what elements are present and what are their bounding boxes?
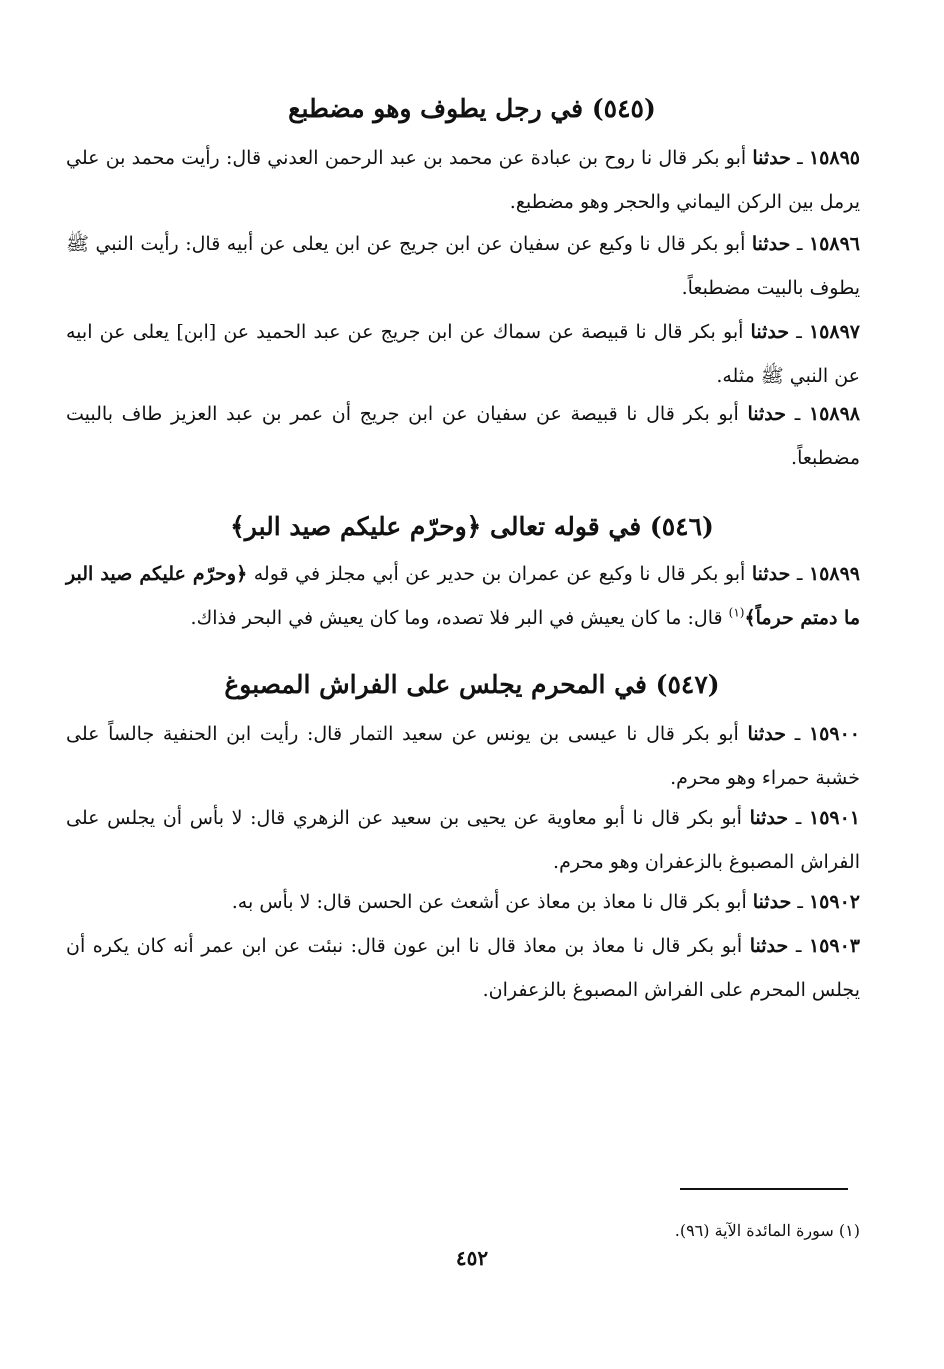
quran-verse: ﴿وحرّم عليكم صيد البر ما دمتم حرماً﴾ (66, 563, 860, 629)
hadith-15903: ١٥٩٠٣ ـ حدثنا أبو بكر قال نا معاذ بن معاذ قال نا ابن عون قال: نبئت عن ابن عمر أنه كان يكره أن يجلس المحرم على الفراش المصبوغ بالزعفران. (66, 935, 860, 1001)
footnote: (١) سورة المائدة الآية (٩٦). (674, 1221, 860, 1240)
hadith-opener: حدثنا (752, 147, 791, 169)
hadith-text: أبو بكر قال نا وكيع عن عمران بن حدير عن أبي مجلز في قوله (253, 563, 746, 585)
hadith-opener: حدثنا (749, 807, 789, 829)
section-heading-546: (٥٤٦) في قوله تعالى ﴿وحرّم عليكم صيد البر﴾ (230, 512, 714, 541)
section-heading-547: (٥٤٧) في المحرم يجلس على الفراش المصبوغ (224, 670, 720, 699)
hadith-number: ١٥٩٠٠ (808, 723, 860, 745)
hadith-text: أبو بكر قال نا قبيصة عن سفيان عن ابن جريج أن عمر بن عبد العزيز طاف بالبيت مضطبعاً. (66, 403, 860, 469)
hadith-number: ١٥٩٠١ (808, 807, 861, 829)
hadith-number: ١٥٨٩٧ (808, 321, 860, 343)
hadith-opener: حدثنا (747, 403, 787, 425)
footnote-divider (680, 1188, 848, 1190)
hadith-text: أبو بكر قال نا قبيصة عن سماك عن ابن جريج عن عبد الحميد عن [ابن] يعلى عن ابيه عن النبي ﷺ مثله. (66, 321, 860, 387)
hadith-number: ١٥٨٩٨ (808, 403, 860, 425)
hadith-opener: حدثنا (752, 891, 792, 913)
hadith-opener: حدثنا (747, 723, 787, 745)
footnote-ref: (١) (728, 605, 745, 620)
hadith-text: أبو بكر قال نا أبو معاوية عن يحيى بن سعيد عن الزهري قال: لا بأس أن يجلس على الفراش المصبوغ بالزعفران وهو محرم. (66, 807, 860, 873)
hadith-opener: حدثنا (749, 935, 789, 957)
hadith-number: ١٥٩٠٢ (808, 891, 860, 913)
hadith-opener: حدثنا (750, 321, 790, 343)
hadith-15901: ١٥٩٠١ ـ حدثنا أبو بكر قال نا أبو معاوية عن يحيى بن سعيد عن الزهري قال: لا بأس أن يجلس على الفراش المصبوغ بالزعفران وهو محرم. (66, 807, 861, 873)
hadith-text: أبو بكر قال نا وكيع عن سفيان عن ابن جريج عن ابن يعلى عن أبيه قال: رأيت النبي ﷺ يطوف بالبيت مضطبعاً. (66, 233, 860, 299)
hadith-opener: حدثنا (751, 233, 791, 255)
hadith-15902: ١٥٩٠٢ ـ حدثنا أبو بكر قال نا معاذ بن معاذ عن أشعث عن الحسن قال: لا بأس به. (231, 891, 860, 913)
hadith-15896: ١٥٨٩٦ ـ حدثنا أبو بكر قال نا وكيع عن سفيان عن ابن جريج عن ابن يعلى عن أبيه قال: رأيت النبي ﷺ يطوف بالبيت مضطبعاً. (66, 233, 860, 299)
hadith-15897: ١٥٨٩٧ ـ حدثنا أبو بكر قال نا قبيصة عن سماك عن ابن جريج عن عبد الحميد عن [ابن] يعلى عن ابيه عن النبي ﷺ مثله. (66, 321, 860, 387)
hadith-text: أبو بكر قال نا معاذ بن معاذ قال نا ابن عون قال: نبئت عن ابن عمر أنه كان يكره أن يجلس المحرم على الفراش المصبوغ بالزعفران. (66, 935, 860, 1001)
hadith-number: ١٥٨٩٦ (808, 233, 860, 255)
hadith-text: أبو بكر قال نا معاذ بن معاذ عن أشعث عن الحسن قال: لا بأس به. (231, 891, 747, 913)
hadith-15899: ١٥٨٩٩ ـ حدثنا أبو بكر قال نا وكيع عن عمران بن حدير عن أبي مجلز في قوله ﴿وحرّم عليكم صيد البر ما دمتم حرماً﴾$^{(١)}$ قال: ما كان يعيش في البر فلا تصده، وما كان يعيش في البحر فذاك. (66, 563, 860, 629)
hadith-number: ١٥٨٩٩ (808, 563, 860, 585)
hadith-number: ١٥٨٩٥ (808, 147, 860, 169)
page-number: ٤٥٢ (455, 1246, 489, 1270)
hadith-15900: ١٥٩٠٠ ـ حدثنا أبو بكر قال نا عيسى بن يونس عن سعيد التمار قال: رأيت ابن الحنفية جالساً على خشبة حمراء وهو محرم. (66, 723, 860, 789)
hadith-15898: ١٥٨٩٨ ـ حدثنا أبو بكر قال نا قبيصة عن سفيان عن ابن جريج أن عمر بن عبد العزيز طاف بالبيت مضطبعاً. (66, 403, 860, 469)
section-heading-545: (٥٤٥) في رجل يطوف وهو مضطبع (288, 94, 656, 123)
hadith-text-cont: قال: ما كان يعيش في البر فلا تصده، وما كان يعيش في البحر فذاك. (190, 607, 723, 629)
hadith-text: أبو بكر قال نا عيسى بن يونس عن سعيد التمار قال: رأيت ابن الحنفية جالساً على خشبة حمراء وهو محرم. (66, 723, 860, 789)
hadith-opener: حدثنا (751, 563, 791, 585)
hadith-number: ١٥٩٠٣ (808, 935, 860, 957)
hadith-text: أبو بكر قال نا روح بن عبادة عن محمد بن عبد الرحمن العدني قال: رأيت محمد بن علي يرمل بين الركن اليماني والحجر وهو مضطبع. (66, 147, 860, 213)
hadith-15895: ١٥٨٩٥ ـ حدثنا أبو بكر قال نا روح بن عبادة عن محمد بن عبد الرحمن العدني قال: رأيت محمد بن علي يرمل بين الركن اليماني والحجر وهو مضطبع. (66, 147, 860, 213)
